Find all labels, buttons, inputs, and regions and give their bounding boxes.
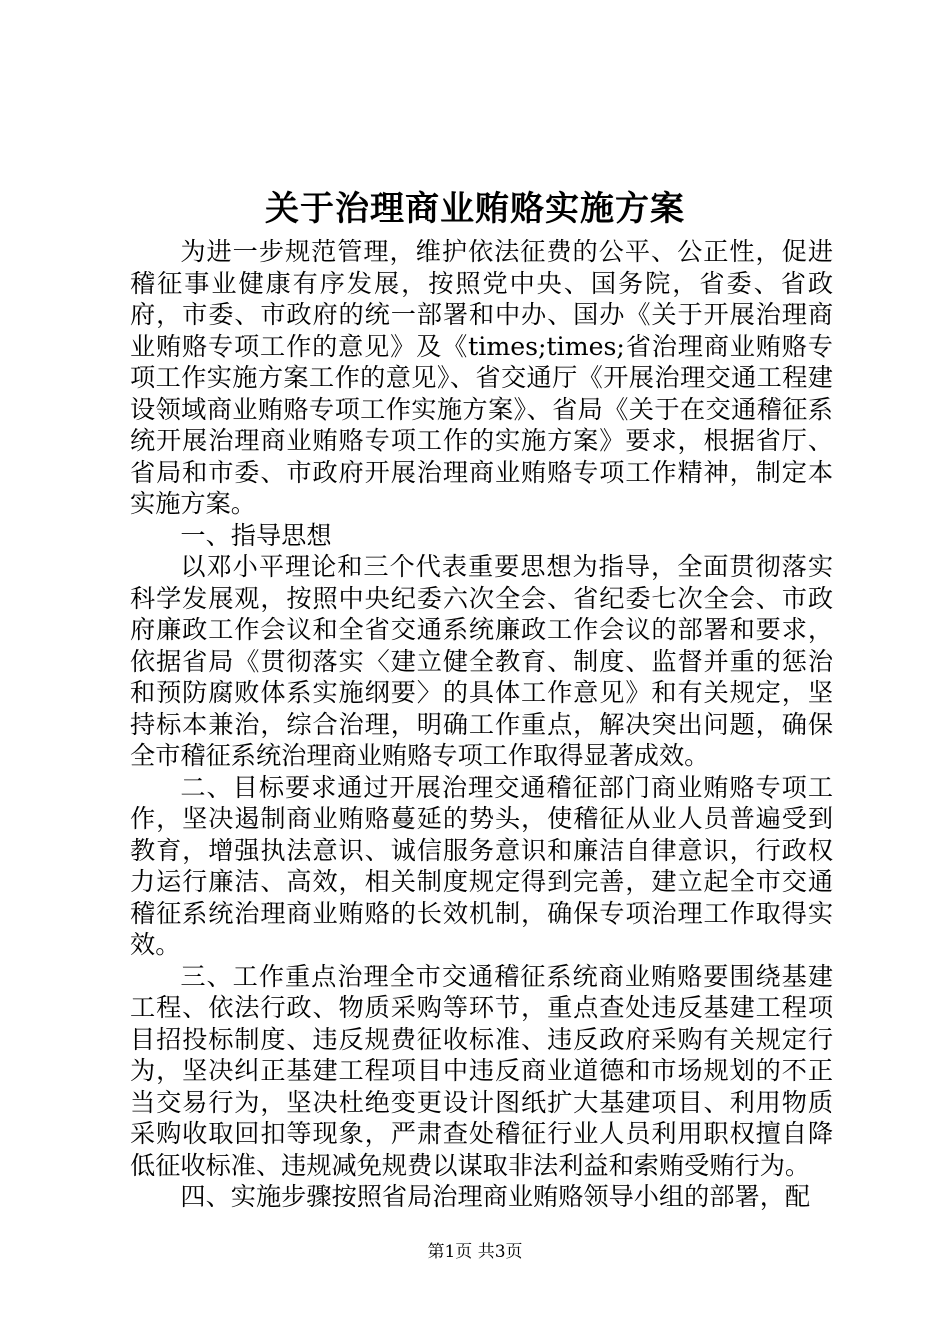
document-title: 关于治理商业贿赂实施方案 — [265, 189, 685, 229]
page-number-footer: 第1页 共3页 — [427, 1242, 523, 1262]
paragraph-goals-requirements: 二、目标要求通过开展治理交通稽征部门商业贿赂专项工作，坚决遏制商业贿赂蔓延的势头，使稽征从业人员普遍受到教育，增强执法意识、诚信服务意识和廉洁自律意识，行政权力运行廉洁、高效，相关制度规定得到完善，建立起全市交通稽征系统治理商业贿赂的长效机制，确保专项治理工作取得实效。 — [130, 772, 833, 959]
paragraph-work-focus: 三、工作重点治理全市交通稽征系统商业贿赂要围绕基建工程、依法行政、物质采购等环节，重点查处违反基建工程项目招投标制度、违反规费征收标准、违反政府采购有关规定行为，坚决纠正基建工程项目中违反商业道德和市场规划的不正当交易行为，坚决杜绝变更设计图纸扩大基建项目、利用物质采购收取回扣等现象，严肃查处稽征行业人员利用职权擅自降低征收标准、违规减免规费以谋取非法利益和索贿受贿行为。 — [130, 961, 833, 1180]
paragraph-intro: 为进一步规范管理，维护依法征费的公平、公正性，促进稽征事业健康有序发展，按照党中央、国务院，省委、省政府，市委、市政府的统一部署和中办、国办《关于开展治理商业贿赂专项工作的意见》及《times;times;省治理商业贿赂专项工作实施方案工作的意见》、省交通厅《开展治理交通工程建设领域商业贿赂专项工作实施方案》、省局《关于在交通稽征系统开展治理商业贿赂专项工作的实施方案》要求，根据省厅、省局和市委、市政府开展治理商业贿赂专项工作精神，制定本实施方案。 — [130, 237, 833, 518]
paragraph-guiding-ideology: 以邓小平理论和三个代表重要思想为指导，全面贯彻落实科学发展观，按照中央纪委六次全会、省纪委七次全会、市政府廉政工作会议和全省交通系统廉政工作会议的部署和要求，依据省局《贯彻落实〈建立健全教育、制度、监督并重的惩治和预防腐败体系实施纲要〉的具体工作意见》和有关规定，坚持标本兼治，综合治理，明确工作重点，解决突出问题，确保全市稽征系统治理商业贿赂专项工作取得显著成效。 — [130, 552, 833, 770]
paragraph-implementation-steps: 四、实施步骤按照省局治理商业贿赂领导小组的部署，配 — [180, 1182, 811, 1211]
document-body — [130, 236, 833, 1213]
section-heading-guiding-ideology: 一、指导思想 — [180, 520, 332, 550]
